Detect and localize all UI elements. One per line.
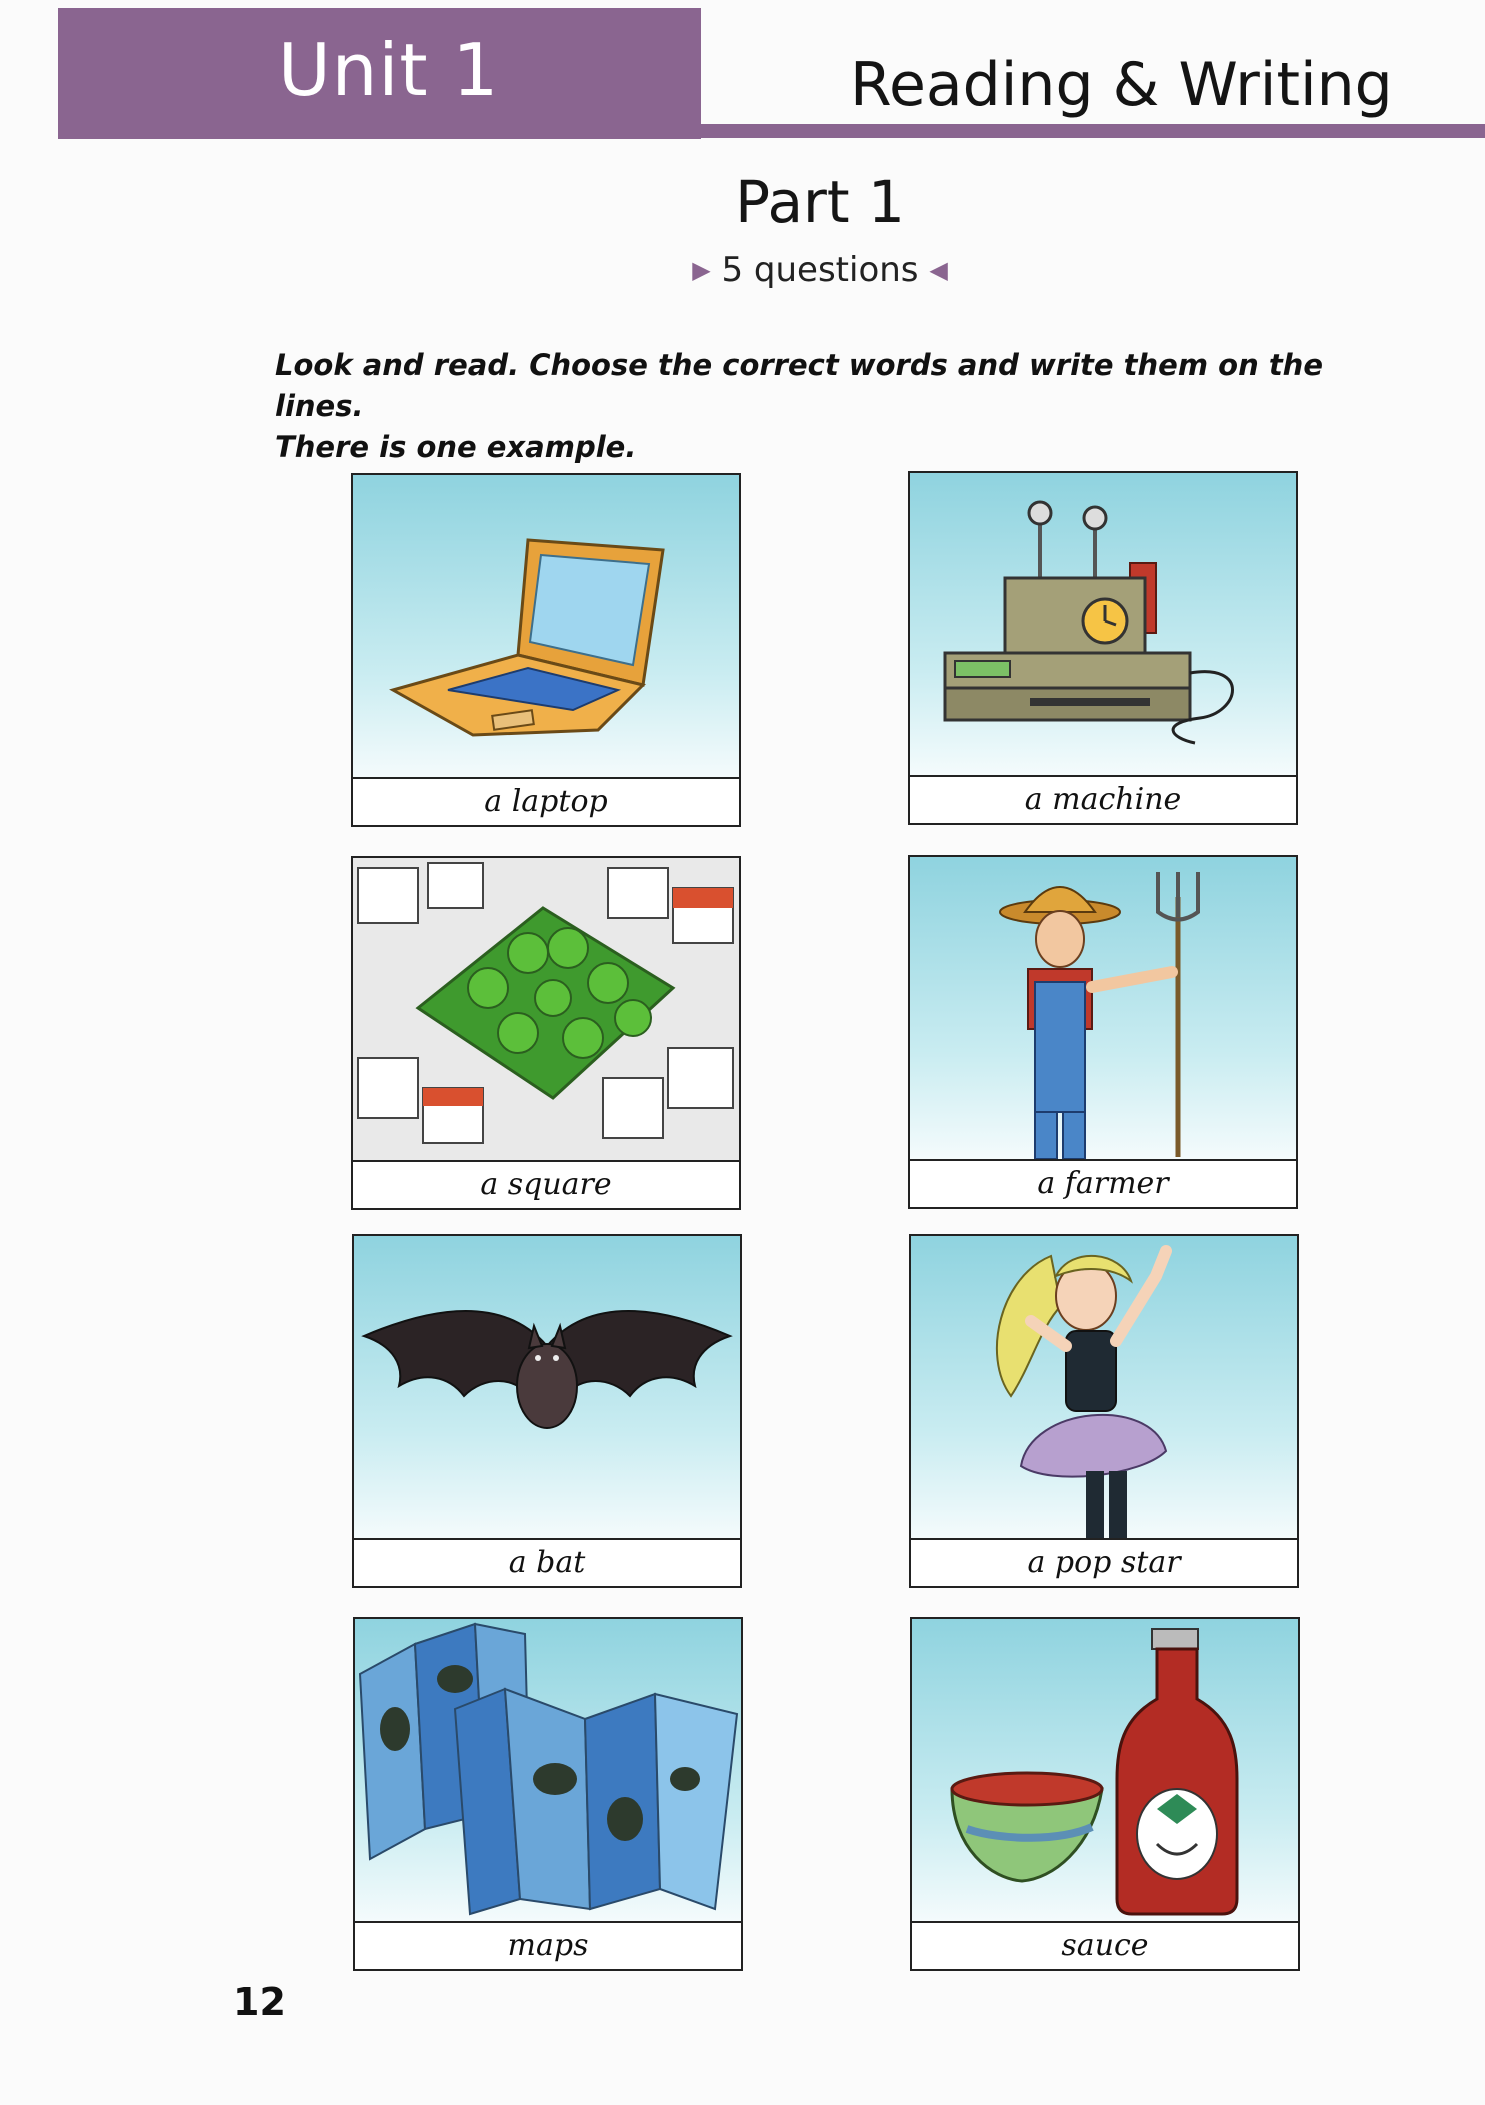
picture-card [352, 1234, 742, 1588]
card-label: sauce [1061, 1928, 1149, 1963]
picture-card [353, 1617, 743, 1971]
pop-star-icon [911, 1236, 1297, 1540]
picture-card [908, 471, 1298, 825]
instructions [275, 345, 1405, 468]
question-count-text: 5 questions [721, 250, 919, 290]
sauce-icon [912, 1619, 1298, 1923]
town-square-icon [353, 858, 739, 1162]
header-rule [700, 124, 1485, 138]
picture-card [910, 1617, 1300, 1971]
card-label: a bat [508, 1545, 586, 1580]
unit-title: Unit 1 [278, 28, 500, 112]
picture-card [908, 855, 1298, 1209]
card-label: maps [507, 1928, 589, 1963]
card-label: a laptop [484, 784, 608, 819]
arrow-left-icon: ◀ [929, 256, 948, 284]
machine-icon [910, 473, 1296, 777]
card-label: a pop star [1027, 1545, 1181, 1580]
farmer-icon [910, 857, 1296, 1161]
picture-card [351, 473, 741, 827]
bat-icon [354, 1236, 740, 1540]
picture-card [909, 1234, 1299, 1588]
question-count [0, 250, 1485, 290]
section-title: Reading & Writing [850, 50, 1393, 120]
instructions-line-1: Look and read. Choose the correct words and write them on the lines. [275, 348, 1323, 423]
laptop-icon [353, 475, 739, 779]
instructions-line-2: There is one example. [275, 430, 637, 464]
picture-card [351, 856, 741, 1210]
card-label: a square [480, 1167, 612, 1202]
card-label: a machine [1024, 782, 1182, 817]
maps-icon [355, 1619, 741, 1923]
card-label: a farmer [1037, 1166, 1169, 1201]
arrow-right-icon: ▶ [692, 256, 711, 284]
page-number: 12 [233, 1980, 286, 2024]
part-title: Part 1 [735, 168, 905, 236]
